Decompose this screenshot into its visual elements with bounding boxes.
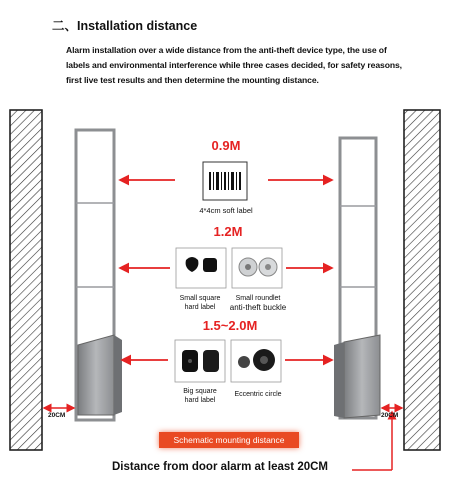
left-wall — [10, 110, 42, 450]
small-roundlet-caption — [226, 294, 290, 313]
small-roundlet-caption-line-1: Small roundlet — [235, 295, 281, 302]
distance-0.9m: 0.9M — [211, 138, 241, 153]
right-wall — [404, 110, 440, 450]
left-antenna — [76, 130, 122, 420]
soft-label-icon — [203, 162, 247, 200]
intro-line-1: Alarm installation over a wide distance from the anti-theft device type, the use of — [66, 45, 387, 55]
right-gap-label: 20CM — [381, 412, 399, 419]
eccentric-circle-caption: Eccentric circle — [234, 391, 282, 398]
small-square-hard-label-icon — [176, 248, 226, 288]
big-square-caption-line-1: Big square — [183, 388, 217, 395]
big-square-caption — [170, 387, 230, 405]
big-square-caption-line-2: hard label — [184, 397, 216, 404]
schematic-badge: Schematic mounting distance — [159, 432, 299, 448]
right-antenna — [334, 138, 380, 418]
section-heading: 二、Installation distance — [52, 19, 198, 33]
soft-label-caption: 4*4cm soft label — [199, 206, 253, 215]
bottom-note: Distance from door alarm at least 20CM — [112, 461, 329, 473]
left-gap-label: 20CM — [48, 412, 66, 419]
eccentric-circle-icon — [231, 340, 281, 382]
small-square-caption — [170, 294, 230, 312]
small-roundlet-caption-line-2: anti-theft buckle — [229, 303, 287, 312]
small-square-caption-line-1: Small square — [179, 295, 221, 302]
intro-line-2: labels and environmental interference while three cases decided, for safety reasons, — [66, 60, 402, 70]
intro-line-3: first live test results and then determine the mounting distance. — [66, 75, 319, 85]
small-roundlet-icon — [232, 248, 282, 288]
big-square-hard-label-icon — [175, 340, 225, 382]
small-square-caption-line-2: hard label — [184, 304, 216, 311]
distance-1.5-2.0m: 1.5~2.0M — [202, 318, 258, 333]
distance-1.2m: 1.2M — [213, 224, 243, 239]
